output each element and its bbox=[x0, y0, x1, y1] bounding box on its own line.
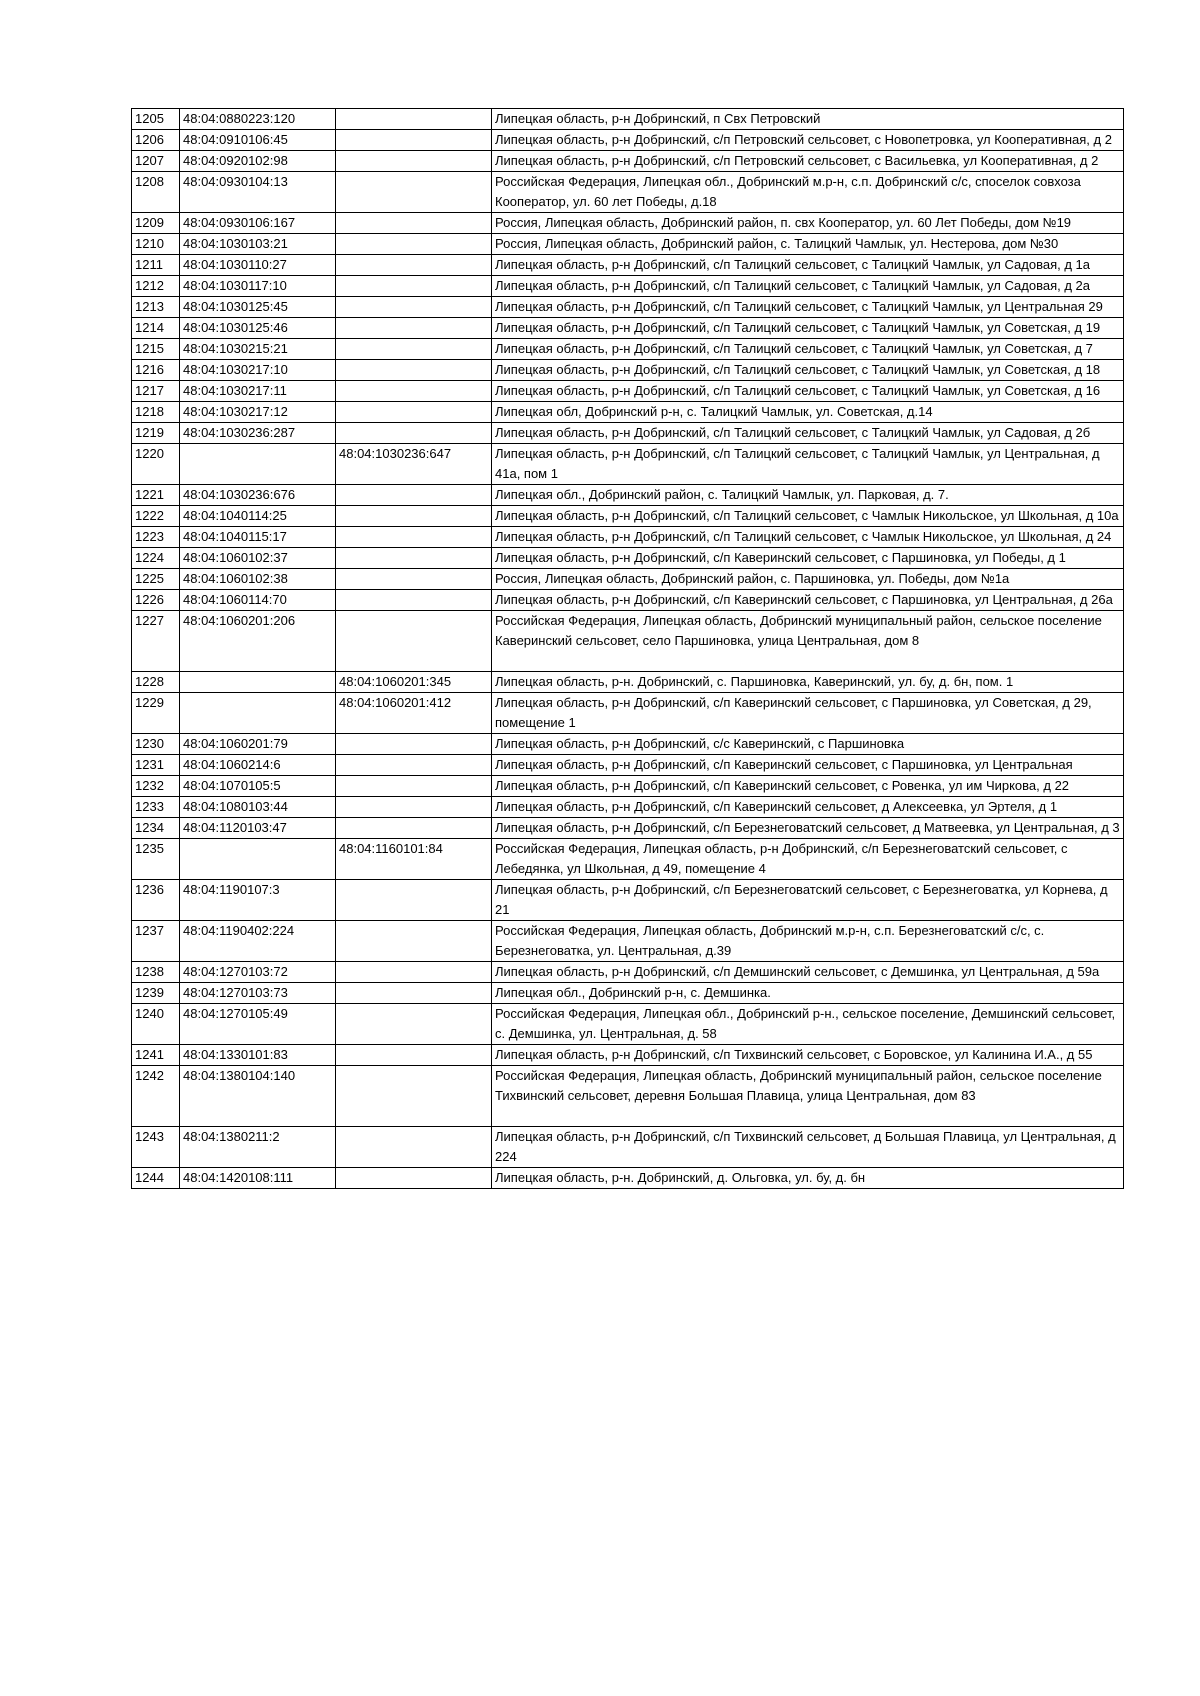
cadastral-number-cell: 48:04:1060201:206 bbox=[180, 611, 336, 672]
address-cell: Липецкая область, р-н. Добринский, с. Паршиновка, Каверинский, ул. бу, д. бн, пом. 1 bbox=[492, 672, 1124, 693]
room-cadastral-number-cell bbox=[336, 921, 492, 962]
cadastral-number-cell: 48:04:1380104:140 bbox=[180, 1066, 336, 1127]
table-row bbox=[132, 130, 1124, 151]
room-cadastral-number-cell bbox=[336, 569, 492, 590]
cadastral-number-cell bbox=[180, 693, 336, 734]
address-cell: Липецкая область, р-н Добринский, с/п Каверинский сельсовет, с Паршиновка, ул Советская, д 29, помещение 1 bbox=[492, 693, 1124, 734]
row-number-cell: 1237 bbox=[132, 921, 180, 962]
address-cell: Липецкая область, р-н Добринский, с/п Талицкий сельсовет, с Талицкий Чамлык, ул Центральная 29 bbox=[492, 297, 1124, 318]
row-number-cell: 1224 bbox=[132, 548, 180, 569]
room-cadastral-number-cell bbox=[336, 255, 492, 276]
room-cadastral-number-cell: 48:04:1060201:412 bbox=[336, 693, 492, 734]
cadastral-number-cell: 48:04:0920102:98 bbox=[180, 151, 336, 172]
table-row bbox=[132, 734, 1124, 755]
table-row bbox=[132, 548, 1124, 569]
room-cadastral-number-cell: 48:04:1160101:84 bbox=[336, 839, 492, 880]
address-cell: Липецкая область, р-н Добринский, с/п Березнеговатский сельсовет, с Березнеговатка, ул Корнева, д 21 bbox=[492, 880, 1124, 921]
row-number-cell: 1238 bbox=[132, 962, 180, 983]
table-row bbox=[132, 1045, 1124, 1066]
row-number-cell: 1212 bbox=[132, 276, 180, 297]
row-number-cell: 1242 bbox=[132, 1066, 180, 1127]
table-row bbox=[132, 172, 1124, 213]
address-cell: Российская Федерация, Липецкая область, Добринский муниципальный район, сельское поселение Каверинский сельсовет, село Паршиновка, улица Центральная, дом 8 bbox=[492, 611, 1124, 672]
cadastral-number-cell bbox=[180, 444, 336, 485]
room-cadastral-number-cell bbox=[336, 548, 492, 569]
room-cadastral-number-cell bbox=[336, 1045, 492, 1066]
table-row bbox=[132, 569, 1124, 590]
room-cadastral-number-cell bbox=[336, 276, 492, 297]
room-cadastral-number-cell bbox=[336, 506, 492, 527]
room-cadastral-number-cell bbox=[336, 611, 492, 672]
address-cell: Липецкая область, р-н Добринский, с/п Талицкий сельсовет, с Чамлык Никольское, ул Школьная, д 24 bbox=[492, 527, 1124, 548]
address-cell: Липецкая область, р-н Добринский, с/п Каверинский сельсовет, с Паршиновка, ул Центральная, д 26а bbox=[492, 590, 1124, 611]
room-cadastral-number-cell bbox=[336, 297, 492, 318]
room-cadastral-number-cell bbox=[336, 1066, 492, 1127]
cadastral-number-cell: 48:04:1060201:79 bbox=[180, 734, 336, 755]
table-row bbox=[132, 590, 1124, 611]
cadastral-number-cell: 48:04:1060214:6 bbox=[180, 755, 336, 776]
room-cadastral-number-cell bbox=[336, 234, 492, 255]
row-number-cell: 1243 bbox=[132, 1127, 180, 1168]
room-cadastral-number-cell bbox=[336, 485, 492, 506]
table-row bbox=[132, 444, 1124, 485]
cadastral-number-cell: 48:04:1030103:21 bbox=[180, 234, 336, 255]
address-cell: Липецкая обл., Добринский р-н, с. Демшинка. bbox=[492, 983, 1124, 1004]
room-cadastral-number-cell bbox=[336, 1168, 492, 1189]
room-cadastral-number-cell bbox=[336, 423, 492, 444]
row-number-cell: 1240 bbox=[132, 1004, 180, 1045]
row-number-cell: 1222 bbox=[132, 506, 180, 527]
row-number-cell: 1217 bbox=[132, 381, 180, 402]
room-cadastral-number-cell bbox=[336, 983, 492, 1004]
table-row bbox=[132, 527, 1124, 548]
cadastral-number-cell: 48:04:1420108:111 bbox=[180, 1168, 336, 1189]
room-cadastral-number-cell bbox=[336, 402, 492, 423]
cadastral-number-cell: 48:04:1270103:72 bbox=[180, 962, 336, 983]
row-number-cell: 1234 bbox=[132, 818, 180, 839]
address-cell: Россия, Липецкая область, Добринский район, с. Талицкий Чамлык, ул. Нестерова, дом №30 bbox=[492, 234, 1124, 255]
row-number-cell: 1225 bbox=[132, 569, 180, 590]
document-page bbox=[131, 108, 1123, 1189]
room-cadastral-number-cell bbox=[336, 318, 492, 339]
row-number-cell: 1226 bbox=[132, 590, 180, 611]
table-row bbox=[132, 672, 1124, 693]
row-number-cell: 1235 bbox=[132, 839, 180, 880]
row-number-cell: 1205 bbox=[132, 109, 180, 130]
cadastral-number-cell: 48:04:1060102:37 bbox=[180, 548, 336, 569]
cadastral-number-cell: 48:04:1270103:73 bbox=[180, 983, 336, 1004]
address-cell: Липецкая обл., Добринский район, с. Талицкий Чамлык, ул. Парковая, д. 7. bbox=[492, 485, 1124, 506]
cadastral-number-cell: 48:04:1030217:10 bbox=[180, 360, 336, 381]
cadastral-number-cell: 48:04:1380211:2 bbox=[180, 1127, 336, 1168]
table-row bbox=[132, 297, 1124, 318]
cadastral-number-cell: 48:04:0930104:13 bbox=[180, 172, 336, 213]
cadastral-number-cell: 48:04:1120103:47 bbox=[180, 818, 336, 839]
room-cadastral-number-cell bbox=[336, 734, 492, 755]
cadastral-number-cell: 48:04:0910106:45 bbox=[180, 130, 336, 151]
row-number-cell: 1223 bbox=[132, 527, 180, 548]
row-number-cell: 1211 bbox=[132, 255, 180, 276]
row-number-cell: 1208 bbox=[132, 172, 180, 213]
room-cadastral-number-cell bbox=[336, 172, 492, 213]
address-cell: Липецкая область, р-н Добринский, с/п Талицкий сельсовет, с Чамлык Никольское, ул Школьная, д 10а bbox=[492, 506, 1124, 527]
room-cadastral-number-cell bbox=[336, 962, 492, 983]
cadastral-number-cell: 48:04:1080103:44 bbox=[180, 797, 336, 818]
table-row bbox=[132, 921, 1124, 962]
row-number-cell: 1229 bbox=[132, 693, 180, 734]
table-row bbox=[132, 506, 1124, 527]
table-row bbox=[132, 611, 1124, 672]
room-cadastral-number-cell: 48:04:1030236:647 bbox=[336, 444, 492, 485]
cadastral-number-cell: 48:04:1040114:25 bbox=[180, 506, 336, 527]
address-cell: Россия, Липецкая область, Добринский район, с. Паршиновка, ул. Победы, дом №1а bbox=[492, 569, 1124, 590]
address-cell: Липецкая область, р-н Добринский, с/п Петровский сельсовет, с Васильевка, ул Кооперативная, д 2 bbox=[492, 151, 1124, 172]
room-cadastral-number-cell bbox=[336, 1127, 492, 1168]
cadastral-number-cell: 48:04:1030125:46 bbox=[180, 318, 336, 339]
table-row bbox=[132, 776, 1124, 797]
cadastral-number-cell: 48:04:1190402:224 bbox=[180, 921, 336, 962]
room-cadastral-number-cell bbox=[336, 818, 492, 839]
table-row bbox=[132, 983, 1124, 1004]
table-row bbox=[132, 360, 1124, 381]
row-number-cell: 1230 bbox=[132, 734, 180, 755]
row-number-cell: 1233 bbox=[132, 797, 180, 818]
table-row bbox=[132, 693, 1124, 734]
room-cadastral-number-cell bbox=[336, 381, 492, 402]
table-row bbox=[132, 1066, 1124, 1127]
cadastral-number-cell: 48:04:1060114:70 bbox=[180, 590, 336, 611]
cadastral-number-cell: 48:04:1070105:5 bbox=[180, 776, 336, 797]
table-row bbox=[132, 339, 1124, 360]
table-row bbox=[132, 213, 1124, 234]
table-row bbox=[132, 755, 1124, 776]
table-row bbox=[132, 818, 1124, 839]
row-number-cell: 1221 bbox=[132, 485, 180, 506]
row-number-cell: 1227 bbox=[132, 611, 180, 672]
room-cadastral-number-cell: 48:04:1060201:345 bbox=[336, 672, 492, 693]
row-number-cell: 1231 bbox=[132, 755, 180, 776]
cadastral-number-cell: 48:04:1030217:12 bbox=[180, 402, 336, 423]
address-cell: Липецкая область, р-н Добринский, с/п Талицкий сельсовет, с Талицкий Чамлык, ул Советская, д 16 bbox=[492, 381, 1124, 402]
cadastral-number-cell: 48:04:1030117:10 bbox=[180, 276, 336, 297]
room-cadastral-number-cell bbox=[336, 109, 492, 130]
row-number-cell: 1213 bbox=[132, 297, 180, 318]
cadastral-number-cell: 48:04:1040115:17 bbox=[180, 527, 336, 548]
room-cadastral-number-cell bbox=[336, 776, 492, 797]
cadastral-number-cell: 48:04:1330101:83 bbox=[180, 1045, 336, 1066]
row-number-cell: 1228 bbox=[132, 672, 180, 693]
row-number-cell: 1236 bbox=[132, 880, 180, 921]
table-row bbox=[132, 109, 1124, 130]
address-cell: Липецкая область, р-н Добринский, с/п Каверинский сельсовет, с Паршиновка, ул Центральная bbox=[492, 755, 1124, 776]
address-cell: Липецкая обл, Добринский р-н, с. Талицкий Чамлык, ул. Советская, д.14 bbox=[492, 402, 1124, 423]
table-row bbox=[132, 797, 1124, 818]
cadastral-number-cell: 48:04:1030217:11 bbox=[180, 381, 336, 402]
table-row bbox=[132, 839, 1124, 880]
address-cell: Российская Федерация, Липецкая область, р-н Добринский, с/п Березнеговатский сельсовет, с Лебедянка, ул Школьная, д 49, помещение 4 bbox=[492, 839, 1124, 880]
row-number-cell: 1207 bbox=[132, 151, 180, 172]
address-cell: Липецкая область, р-н Добринский, с/п Каверинский сельсовет, д Алексеевка, ул Эртеля, д 1 bbox=[492, 797, 1124, 818]
address-cell: Липецкая область, р-н Добринский, с/п Петровский сельсовет, с Новопетровка, ул Кооперативная, д 2 bbox=[492, 130, 1124, 151]
row-number-cell: 1232 bbox=[132, 776, 180, 797]
address-cell: Российская Федерация, Липецкая обл., Добринский р-н., сельское поселение, Демшинский сельсовет, с. Демшинка, ул. Центральная, д. 58 bbox=[492, 1004, 1124, 1045]
address-cell: Липецкая область, р-н Добринский, с/п Талицкий сельсовет, с Талицкий Чамлык, ул Советская, д 19 bbox=[492, 318, 1124, 339]
room-cadastral-number-cell bbox=[336, 797, 492, 818]
cadastral-number-cell: 48:04:1030236:287 bbox=[180, 423, 336, 444]
address-cell: Липецкая область, р-н Добринский, с/п Каверинский сельсовет, с Паршиновка, ул Победы, д 1 bbox=[492, 548, 1124, 569]
table-row bbox=[132, 318, 1124, 339]
cadastral-number-cell: 48:04:1030125:45 bbox=[180, 297, 336, 318]
cadastral-number-cell: 48:04:1030215:21 bbox=[180, 339, 336, 360]
cadastral-number-cell: 48:04:0880223:120 bbox=[180, 109, 336, 130]
table-row bbox=[132, 423, 1124, 444]
address-cell: Липецкая область, р-н Добринский, с/п Талицкий сельсовет, с Талицкий Чамлык, ул Садовая, д 2б bbox=[492, 423, 1124, 444]
row-number-cell: 1218 bbox=[132, 402, 180, 423]
table-row bbox=[132, 1168, 1124, 1189]
row-number-cell: 1220 bbox=[132, 444, 180, 485]
cadastral-number-cell: 48:04:1270105:49 bbox=[180, 1004, 336, 1045]
address-cell: Липецкая область, р-н Добринский, с/п Тихвинский сельсовет, с Боровское, ул Калинина И.А., д 55 bbox=[492, 1045, 1124, 1066]
address-cell: Липецкая область, р-н Добринский, с/п Талицкий сельсовет, с Талицкий Чамлык, ул Советская, д 7 bbox=[492, 339, 1124, 360]
cadastral-number-cell: 48:04:1060102:38 bbox=[180, 569, 336, 590]
address-cell: Липецкая область, р-н Добринский, с/п Тихвинский сельсовет, д Большая Плавица, ул Центральная, д 224 bbox=[492, 1127, 1124, 1168]
table-body bbox=[132, 109, 1124, 1189]
address-cell: Российская Федерация, Липецкая область, Добринский м.р-н, с.п. Березнеговатский с/с, с. Березнеговатка, ул. Центральная, д.39 bbox=[492, 921, 1124, 962]
room-cadastral-number-cell bbox=[336, 590, 492, 611]
cadastral-number-cell: 48:04:1030236:676 bbox=[180, 485, 336, 506]
table-row bbox=[132, 402, 1124, 423]
table-row bbox=[132, 962, 1124, 983]
address-cell: Липецкая область, р-н Добринский, с/п Талицкий сельсовет, с Талицкий Чамлык, ул Советская, д 18 bbox=[492, 360, 1124, 381]
room-cadastral-number-cell bbox=[336, 130, 492, 151]
address-cell: Липецкая область, р-н Добринский, с/п Талицкий сельсовет, с Талицкий Чамлык, ул Садовая, д 1а bbox=[492, 255, 1124, 276]
address-cell: Липецкая область, р-н Добринский, с/п Талицкий сельсовет, с Талицкий Чамлык, ул Садовая, д 2а bbox=[492, 276, 1124, 297]
room-cadastral-number-cell bbox=[336, 880, 492, 921]
address-cell: Российская Федерация, Липецкая обл., Добринский м.р-н, с.п. Добринский с/с, споселок совхоза Кооператор, ул. 60 лет Победы, д.18 bbox=[492, 172, 1124, 213]
table-row bbox=[132, 1004, 1124, 1045]
address-cell: Липецкая область, р-н Добринский, с/с Каверинский, с Паршиновка bbox=[492, 734, 1124, 755]
table-row bbox=[132, 1127, 1124, 1168]
address-cell: Российская Федерация, Липецкая область, Добринский муниципальный район, сельское поселение Тихвинский сельсовет, деревня Большая Плавица, улица Центральная, дом 83 bbox=[492, 1066, 1124, 1127]
room-cadastral-number-cell bbox=[336, 755, 492, 776]
row-number-cell: 1209 bbox=[132, 213, 180, 234]
row-number-cell: 1214 bbox=[132, 318, 180, 339]
room-cadastral-number-cell bbox=[336, 527, 492, 548]
table-row bbox=[132, 151, 1124, 172]
row-number-cell: 1219 bbox=[132, 423, 180, 444]
row-number-cell: 1239 bbox=[132, 983, 180, 1004]
cadastral-number-cell: 48:04:0930106:167 bbox=[180, 213, 336, 234]
room-cadastral-number-cell bbox=[336, 213, 492, 234]
cadastral-number-cell: 48:04:1190107:3 bbox=[180, 880, 336, 921]
table-row bbox=[132, 276, 1124, 297]
address-cell: Россия, Липецкая область, Добринский район, п. свх Кооператор, ул. 60 Лет Победы, дом №19 bbox=[492, 213, 1124, 234]
address-cell: Липецкая область, р-н Добринский, п Свх Петровский bbox=[492, 109, 1124, 130]
table-row bbox=[132, 880, 1124, 921]
table-row bbox=[132, 381, 1124, 402]
row-number-cell: 1216 bbox=[132, 360, 180, 381]
room-cadastral-number-cell bbox=[336, 1004, 492, 1045]
row-number-cell: 1215 bbox=[132, 339, 180, 360]
room-cadastral-number-cell bbox=[336, 360, 492, 381]
table-row bbox=[132, 485, 1124, 506]
address-cell: Липецкая область, р-н Добринский, с/п Демшинский сельсовет, с Демшинка, ул Центральная, д 59а bbox=[492, 962, 1124, 983]
row-number-cell: 1244 bbox=[132, 1168, 180, 1189]
cadastral-number-cell bbox=[180, 672, 336, 693]
address-cell: Липецкая область, р-н Добринский, с/п Березнеговатский сельсовет, д Матвеевка, ул Центральная, д 3 bbox=[492, 818, 1124, 839]
row-number-cell: 1241 bbox=[132, 1045, 180, 1066]
cadastral-number-cell bbox=[180, 839, 336, 880]
row-number-cell: 1210 bbox=[132, 234, 180, 255]
table-row bbox=[132, 234, 1124, 255]
cadastral-number-cell: 48:04:1030110:27 bbox=[180, 255, 336, 276]
address-cell: Липецкая область, р-н Добринский, с/п Талицкий сельсовет, с Талицкий Чамлык, ул Центральная, д 41а, пом 1 bbox=[492, 444, 1124, 485]
address-cell: Липецкая область, р-н Добринский, с/п Каверинский сельсовет, с Ровенка, ул им Чиркова, д 22 bbox=[492, 776, 1124, 797]
property-table bbox=[131, 108, 1124, 1189]
address-cell: Липецкая область, р-н. Добринский, д. Ольговка, ул. бу, д. бн bbox=[492, 1168, 1124, 1189]
table-row bbox=[132, 255, 1124, 276]
room-cadastral-number-cell bbox=[336, 339, 492, 360]
room-cadastral-number-cell bbox=[336, 151, 492, 172]
row-number-cell: 1206 bbox=[132, 130, 180, 151]
